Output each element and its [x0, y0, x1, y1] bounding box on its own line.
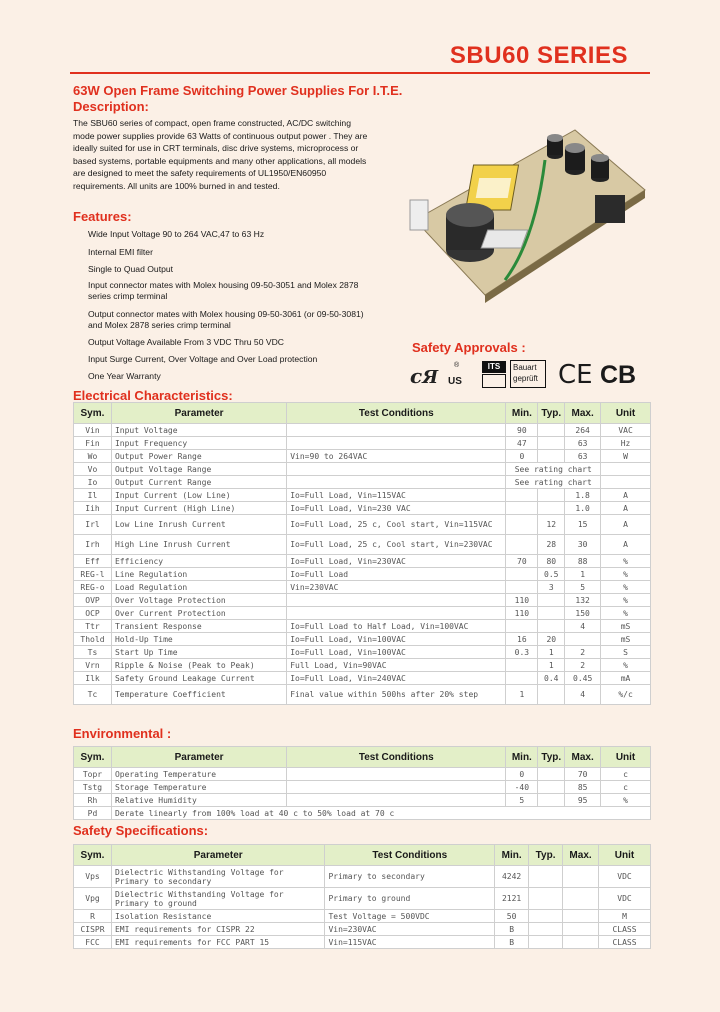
table-cell: Irh	[74, 535, 112, 555]
series-title: SBU60 SERIES	[449, 42, 628, 69]
table-cell	[506, 672, 538, 685]
table-cell: Ripple & Noise (Peak to Peak)	[111, 659, 286, 672]
table-cell: Low Line Inrush Current	[111, 515, 286, 535]
CB-icon: CB	[600, 361, 637, 389]
table-cell: See rating chart	[506, 476, 601, 489]
table-cell: Safety Ground Leakage Current	[111, 672, 286, 685]
table-cell	[287, 768, 506, 781]
table-cell: 95	[565, 794, 601, 807]
table-cell: Io=Full Load, Vin=115VAC	[287, 489, 506, 502]
safety-specs-table	[73, 844, 651, 949]
feature-item: Internal EMI filter	[88, 247, 153, 257]
table-cell: c	[601, 768, 651, 781]
column-header: Test Conditions	[287, 747, 506, 768]
table-row	[74, 633, 651, 646]
table-cell: Io=Full Load, Vin=230VAC	[287, 555, 506, 568]
table-cell	[287, 476, 506, 489]
description-text: The SBU60 series of compact, open frame constructed, AC/DC switching mode power supplies provide 63 Watts of continuous output power . They are ideally suited for use in CRT terminals, disc drive systems, microprocess or based systems, portable equipments and many other applications, all models are designed to meet the safety requirements of UL1950/EN60950 requirements. All units are 100% burned in and tested.	[73, 118, 368, 191]
table-row	[74, 502, 651, 515]
column-header: Sym.	[74, 403, 112, 424]
table-cell: Io=Full Load to Half Load, Vin=100VAC	[287, 620, 506, 633]
column-header: Unit	[601, 747, 651, 768]
table-cell	[563, 888, 599, 910]
table-cell: 2	[565, 659, 601, 672]
table-cell: 5	[565, 581, 601, 594]
table-cell: Hold-Up Time	[111, 633, 286, 646]
table-cell	[287, 463, 506, 476]
column-header: Sym.	[74, 747, 112, 768]
CE-icon: CE	[558, 360, 593, 390]
feature-item: Input Surge Current, Over Voltage and Over Load protection	[88, 354, 318, 364]
table-cell: Efficiency	[111, 555, 286, 568]
table-row	[74, 936, 651, 949]
table-cell: Input Voltage	[111, 424, 286, 437]
table-cell: Output Power Range	[111, 450, 286, 463]
safety-specs-rows	[74, 866, 651, 949]
column-header: Parameter	[111, 845, 324, 866]
table-cell	[529, 866, 563, 888]
table-cell	[563, 910, 599, 923]
column-header: Unit	[599, 845, 651, 866]
column-header: Typ.	[538, 403, 565, 424]
table-cell: Dielectric Withstanding Voltage for Primary to ground	[111, 888, 324, 910]
table-cell: 63	[565, 450, 601, 463]
table-cell: Wo	[74, 450, 112, 463]
table-cell: 85	[565, 781, 601, 794]
table-cell: M	[599, 910, 651, 923]
table-cell: Io=Full Load, 25 c, Cool start, Vin=115VAC	[287, 515, 506, 535]
column-header: Test Conditions	[287, 403, 506, 424]
table-cell: mS	[601, 620, 651, 633]
table-cell	[287, 781, 506, 794]
table-cell: W	[601, 450, 651, 463]
safety-specs-heading: Safety Specifications:	[73, 823, 209, 838]
table-cell	[529, 936, 563, 949]
column-header: Parameter	[111, 747, 286, 768]
table-cell: CLASS	[599, 923, 651, 936]
table-cell: EMI requirements for FCC PART 15	[111, 936, 324, 949]
table-cell: High Line Inrush Current	[111, 535, 286, 555]
feature-item: Output Voltage Available From 3 VDC Thru 50 VDC	[88, 337, 285, 347]
table-row	[74, 594, 651, 607]
table-cell: Vrn	[74, 659, 112, 672]
table-cell: Load Regulation	[111, 581, 286, 594]
table-cell: Output Voltage Range	[111, 463, 286, 476]
table-cell: %/c	[601, 685, 651, 705]
table-cell: Io=Full Load, Vin=240VAC	[287, 672, 506, 685]
table-cell	[538, 594, 565, 607]
table-cell: 0.5	[538, 568, 565, 581]
table-cell: %	[601, 568, 651, 581]
table-cell: 30	[565, 535, 601, 555]
electrical-heading: Electrical Characteristics:	[73, 388, 233, 403]
safety-approvals-heading: Safety Approvals :	[412, 340, 526, 355]
table-cell: CLASS	[599, 936, 651, 949]
table-cell: 16	[506, 633, 538, 646]
table-cell: OCP	[74, 607, 112, 620]
table-cell: CISPR	[74, 923, 112, 936]
table-row	[74, 659, 651, 672]
table-cell: Ttr	[74, 620, 112, 633]
column-header: Max.	[563, 845, 599, 866]
table-cell	[563, 936, 599, 949]
table-row	[74, 910, 651, 923]
table-cell: VAC	[601, 424, 651, 437]
table-cell: 110	[506, 607, 538, 620]
table-row	[74, 535, 651, 555]
table-row	[74, 424, 651, 437]
features-heading: Features:	[73, 209, 132, 224]
table-row	[74, 866, 651, 888]
table-cell: Eff	[74, 555, 112, 568]
table-cell: 0.3	[506, 646, 538, 659]
table-row	[74, 476, 651, 489]
table-cell: Pd	[74, 807, 112, 820]
column-header: Max.	[565, 747, 601, 768]
table-cell	[538, 437, 565, 450]
table-cell: Transient Response	[111, 620, 286, 633]
table-cell: 1.8	[565, 489, 601, 502]
table-cell: 70	[565, 768, 601, 781]
table-cell: mA	[601, 672, 651, 685]
table-cell: A	[601, 489, 651, 502]
environmental-heading: Environmental :	[73, 726, 172, 741]
table-row	[74, 607, 651, 620]
column-header: Min.	[495, 845, 529, 866]
table-cell: Ts	[74, 646, 112, 659]
table-cell	[538, 685, 565, 705]
column-header: Max.	[565, 403, 601, 424]
table-cell: A	[601, 535, 651, 555]
table-cell	[538, 607, 565, 620]
table-row	[74, 768, 651, 781]
table-cell: Input Current (Low Line)	[111, 489, 286, 502]
table-cell: Vin	[74, 424, 112, 437]
table-cell: B	[495, 923, 529, 936]
table-cell	[538, 768, 565, 781]
table-cell: Vpg	[74, 888, 112, 910]
feature-item: Output connector mates with Molex housing 09-50-3061 (or 09-50-3081) and Molex 2878 series crimp terminal	[88, 309, 364, 331]
table-cell	[506, 489, 538, 502]
table-cell: 1	[565, 568, 601, 581]
UL-recognized-icon: cЯ US ®	[410, 362, 462, 388]
table-cell: Vin=115VAC	[325, 936, 495, 949]
table-row	[74, 437, 651, 450]
table-cell: 0.45	[565, 672, 601, 685]
table-cell: 150	[565, 607, 601, 620]
column-header: Typ.	[538, 747, 565, 768]
geprueft-label: geprüft	[513, 374, 538, 383]
table-cell: Tc	[74, 685, 112, 705]
table-cell	[506, 620, 538, 633]
table-cell: 47	[506, 437, 538, 450]
table-cell: 2	[565, 646, 601, 659]
table-cell: 1	[506, 685, 538, 705]
table-cell	[287, 594, 506, 607]
table-cell	[529, 923, 563, 936]
column-header: Test Conditions	[325, 845, 495, 866]
table-cell: 12	[538, 515, 565, 535]
table-cell: A	[601, 515, 651, 535]
table-cell: Vin=230VAC	[287, 581, 506, 594]
table-cell: Il	[74, 489, 112, 502]
table-cell: 90	[506, 424, 538, 437]
table-cell	[506, 568, 538, 581]
feature-item: One Year Warranty	[88, 371, 161, 381]
table-cell: OVP	[74, 594, 112, 607]
table-header-row	[74, 403, 651, 424]
table-cell	[538, 489, 565, 502]
electrical-table	[73, 402, 651, 705]
column-header: Sym.	[74, 845, 112, 866]
table-cell: 88	[565, 555, 601, 568]
table-cell: %	[601, 794, 651, 807]
table-cell: VDC	[599, 888, 651, 910]
table-cell: Ilk	[74, 672, 112, 685]
table-row	[74, 672, 651, 685]
table-cell: VDC	[599, 866, 651, 888]
feature-item: Input connector mates with Molex housing 09-50-3051 and Molex 2878 series crimp terminal	[88, 280, 359, 302]
table-cell: 1.0	[565, 502, 601, 515]
table-cell: Operating Temperature	[111, 768, 286, 781]
table-cell: Io=Full Load, Vin=100VAC	[287, 633, 506, 646]
table-cell	[506, 502, 538, 515]
table-cell: mS	[601, 633, 651, 646]
table-cell: R	[74, 910, 112, 923]
table-cell: Input Frequency	[111, 437, 286, 450]
feature-item: Single to Quad Output	[88, 264, 174, 274]
page-subtitle: 63W Open Frame Switching Power Supplies For I.T.E.	[73, 83, 403, 98]
table-cell: 15	[565, 515, 601, 535]
table-cell: 50	[495, 910, 529, 923]
table-cell: Start Up Time	[111, 646, 286, 659]
table-cell: Vps	[74, 866, 112, 888]
table-cell: Output Current Range	[111, 476, 286, 489]
table-cell: Rh	[74, 794, 112, 807]
table-cell	[538, 781, 565, 794]
column-header: Min.	[506, 403, 538, 424]
table-cell: 4	[565, 620, 601, 633]
table-cell: Over Voltage Protection	[111, 594, 286, 607]
table-row	[74, 685, 651, 705]
column-header: Min.	[506, 747, 538, 768]
table-cell: 3	[538, 581, 565, 594]
table-row	[74, 450, 651, 463]
table-row	[74, 515, 651, 535]
table-cell: Primary to secondary	[325, 866, 495, 888]
table-cell	[538, 620, 565, 633]
table-cell	[287, 607, 506, 620]
us-label: US	[448, 376, 462, 387]
table-cell: %	[601, 581, 651, 594]
table-cell: Primary to ground	[325, 888, 495, 910]
its-label: ITS	[482, 361, 506, 373]
table-cell: Isolation Resistance	[111, 910, 324, 923]
table-cell: See rating chart	[506, 463, 601, 476]
table-cell	[529, 910, 563, 923]
table-cell: Tstg	[74, 781, 112, 794]
table-cell: B	[495, 936, 529, 949]
table-cell: 132	[565, 594, 601, 607]
table-cell: Fin	[74, 437, 112, 450]
table-cell: EMI requirements for CISPR 22	[111, 923, 324, 936]
table-cell: %	[601, 659, 651, 672]
table-cell: A	[601, 502, 651, 515]
table-cell: 110	[506, 594, 538, 607]
table-cell: FCC	[74, 936, 112, 949]
column-header: Typ.	[529, 845, 563, 866]
table-cell	[563, 923, 599, 936]
table-cell: Relative Humidity	[111, 794, 286, 807]
table-cell: Full Load, Vin=90VAC	[287, 659, 506, 672]
table-row	[74, 568, 651, 581]
table-cell: Over Current Protection	[111, 607, 286, 620]
table-cell: %	[601, 594, 651, 607]
table-cell: Iih	[74, 502, 112, 515]
table-cell: Io=Full Load	[287, 568, 506, 581]
table-cell	[563, 866, 599, 888]
table-cell: Io=Full Load, Vin=100VAC	[287, 646, 506, 659]
table-row	[74, 888, 651, 910]
table-cell	[565, 633, 601, 646]
TUV-Bauart-icon	[482, 360, 552, 390]
electrical-rows	[74, 424, 651, 705]
table-cell	[538, 424, 565, 437]
table-cell: S	[601, 646, 651, 659]
table-cell: Line Regulation	[111, 568, 286, 581]
table-row	[74, 555, 651, 568]
table-cell: Dielectric Withstanding Voltage for Primary to secondary	[111, 866, 324, 888]
table-cell: 70	[506, 555, 538, 568]
table-cell: Derate linearly from 100% load at 40 c to 50% load at 70 c	[111, 807, 650, 820]
table-cell: 20	[538, 633, 565, 646]
table-cell: 63	[565, 437, 601, 450]
table-cell: 264	[565, 424, 601, 437]
table-cell: REG-l	[74, 568, 112, 581]
table-cell: Storage Temperature	[111, 781, 286, 794]
table-cell	[506, 535, 538, 555]
table-cell: Vin=230VAC	[325, 923, 495, 936]
table-cell: Input Current (High Line)	[111, 502, 286, 515]
table-row	[74, 923, 651, 936]
table-cell: 1	[538, 659, 565, 672]
table-cell: 80	[538, 555, 565, 568]
table-cell: Final value within 500hs after 20% step	[287, 685, 506, 705]
table-cell	[287, 424, 506, 437]
table-cell: Irl	[74, 515, 112, 535]
table-cell: Topr	[74, 768, 112, 781]
title-rule	[70, 72, 650, 74]
table-cell: 0.4	[538, 672, 565, 685]
table-cell: Vo	[74, 463, 112, 476]
table-cell	[506, 581, 538, 594]
table-cell: 4	[565, 685, 601, 705]
table-row	[74, 581, 651, 594]
table-row	[74, 646, 651, 659]
table-cell: Vin=90 to 264VAC	[287, 450, 506, 463]
description-heading: Description:	[73, 99, 149, 114]
table-cell	[287, 794, 506, 807]
table-cell	[601, 463, 651, 476]
table-header-row	[74, 845, 651, 866]
table-row	[74, 463, 651, 476]
table-cell: 0	[506, 450, 538, 463]
table-cell: Thold	[74, 633, 112, 646]
table-cell	[538, 502, 565, 515]
table-cell: 2121	[495, 888, 529, 910]
table-cell	[506, 659, 538, 672]
table-row	[74, 620, 651, 633]
table-cell: Io	[74, 476, 112, 489]
table-cell: 4242	[495, 866, 529, 888]
table-cell: c	[601, 781, 651, 794]
table-cell: %	[601, 607, 651, 620]
table-cell: 0	[506, 768, 538, 781]
table-cell	[287, 437, 506, 450]
table-cell	[601, 476, 651, 489]
bauart-label: Bauart	[513, 363, 537, 372]
power-supply-photo	[395, 100, 655, 310]
table-cell: 1	[538, 646, 565, 659]
table-cell: 28	[538, 535, 565, 555]
table-cell: Hz	[601, 437, 651, 450]
table-row	[74, 781, 651, 794]
table-cell: %	[601, 555, 651, 568]
table-cell: Io=Full Load, 25 c, Cool start, Vin=230VAC	[287, 535, 506, 555]
table-cell	[538, 794, 565, 807]
table-cell: REG-o	[74, 581, 112, 594]
table-cell	[506, 515, 538, 535]
column-header: Parameter	[111, 403, 286, 424]
table-row	[74, 794, 651, 807]
table-cell: Test Voltage = 500VDC	[325, 910, 495, 923]
column-header: Unit	[601, 403, 651, 424]
table-cell: Temperature Coefficient	[111, 685, 286, 705]
table-cell: -40	[506, 781, 538, 794]
table-row	[74, 489, 651, 502]
environmental-table	[73, 746, 651, 820]
table-header-row	[74, 747, 651, 768]
table-row	[74, 807, 651, 820]
table-cell: Io=Full Load, Vin=230 VAC	[287, 502, 506, 515]
approval-logos	[410, 360, 655, 390]
table-cell	[529, 888, 563, 910]
table-cell: 5	[506, 794, 538, 807]
feature-item: Wide Input Voltage 90 to 264 VAC,47 to 63 Hz	[88, 229, 265, 239]
table-cell	[538, 450, 565, 463]
environmental-rows	[74, 768, 651, 820]
